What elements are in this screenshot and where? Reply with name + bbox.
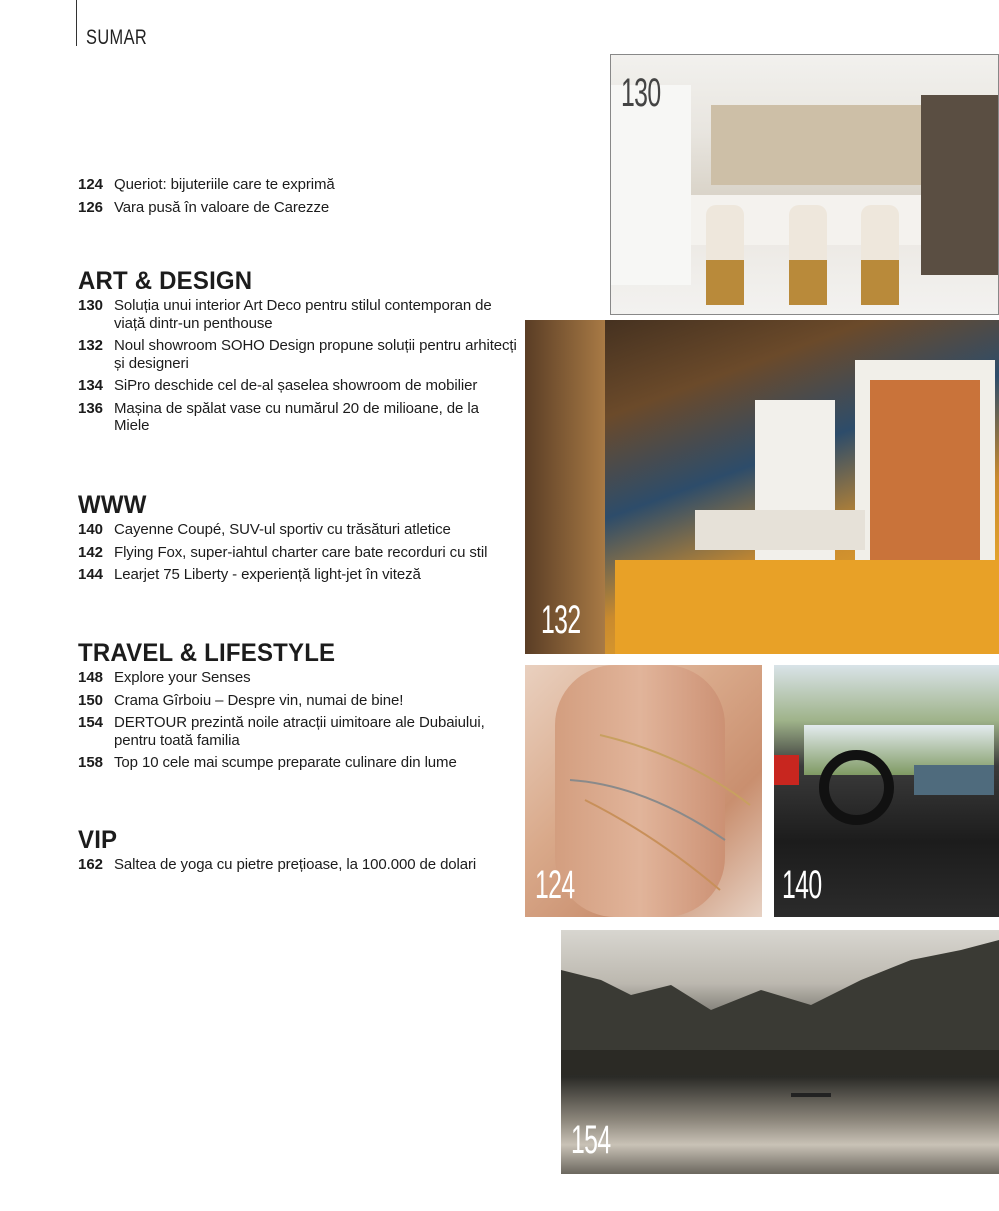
section-title: WWW bbox=[78, 491, 147, 519]
section-title: VIP bbox=[78, 826, 118, 854]
mountains bbox=[561, 930, 999, 1174]
floor bbox=[615, 560, 999, 654]
entry-title: Mașina de spălat vase cu numărul 20 de milioane, de la Miele bbox=[114, 399, 479, 434]
entry-title: DERTOUR prezintă noile atracții uimitoare ale Dubaiului, pentru toată familia bbox=[114, 714, 485, 749]
toc-entry[interactable] bbox=[78, 566, 518, 584]
entry-title: Top 10 cele mai scumpe preparate culinare din lume bbox=[114, 754, 457, 771]
page-number: 130 bbox=[78, 297, 104, 314]
niche-interior bbox=[870, 380, 980, 565]
section-www bbox=[78, 491, 518, 589]
toc-entry[interactable] bbox=[78, 377, 518, 395]
page-number: 126 bbox=[78, 198, 104, 216]
page-number: 158 bbox=[78, 754, 104, 771]
photo-page-number: 154 bbox=[571, 1118, 611, 1162]
toc-entry[interactable] bbox=[78, 692, 518, 710]
entry-title: Explore your Senses bbox=[114, 669, 251, 686]
car-interior-photo[interactable] bbox=[774, 665, 999, 917]
page-number: 134 bbox=[78, 377, 104, 394]
page-number: 144 bbox=[78, 566, 104, 583]
section-art-design bbox=[78, 267, 518, 440]
infotainment-screen bbox=[914, 765, 994, 795]
page-number: 142 bbox=[78, 543, 104, 561]
showroom-photo[interactable] bbox=[525, 320, 999, 654]
page-number: 148 bbox=[78, 669, 104, 686]
window-curtain bbox=[611, 85, 691, 285]
page-number: 124 bbox=[78, 176, 104, 193]
page-number: 132 bbox=[78, 337, 104, 354]
section-title: TRAVEL & LIFESTYLE bbox=[78, 639, 336, 667]
toc-entry[interactable] bbox=[78, 176, 518, 194]
toc-entry[interactable] bbox=[78, 199, 518, 217]
toc-entry[interactable] bbox=[78, 400, 518, 435]
photo-page-number: 130 bbox=[621, 71, 661, 115]
kitchen-cabinets bbox=[711, 105, 941, 185]
page-number: 154 bbox=[78, 714, 104, 731]
steering-wheel bbox=[819, 750, 894, 825]
entry-title: SiPro deschide cel de-al șaselea showroom de mobilier bbox=[114, 377, 478, 394]
section-vip bbox=[78, 826, 518, 879]
boat bbox=[791, 1093, 831, 1097]
toc-entry[interactable] bbox=[78, 669, 518, 687]
entry-title: Soluția unui interior Art Deco pentru stilul contemporan de viață dintr-un penthouse bbox=[114, 297, 492, 332]
photo-page-number: 140 bbox=[782, 863, 822, 907]
red-exterior bbox=[774, 755, 799, 785]
intro-list bbox=[78, 176, 518, 221]
section-travel-lifestyle bbox=[78, 639, 518, 777]
bar-stool bbox=[789, 205, 827, 305]
toc-entry[interactable] bbox=[78, 544, 518, 562]
header-rule bbox=[76, 0, 77, 46]
photo-page-number: 132 bbox=[541, 598, 581, 642]
entry-title: Queriot: bijuteriile care te exprimă bbox=[114, 176, 335, 193]
entry-title: Learjet 75 Liberty - experiență light-jet în viteză bbox=[114, 566, 421, 583]
bar-stool bbox=[861, 205, 899, 305]
entry-title: Noul showroom SOHO Design propune soluții pentru arhitecți și designeri bbox=[114, 337, 517, 372]
display-table bbox=[695, 510, 865, 550]
page-number: 136 bbox=[78, 399, 104, 417]
toc-entry[interactable] bbox=[78, 297, 518, 332]
photo-page-number: 124 bbox=[535, 863, 575, 907]
entry-title: Saltea de yoga cu pietre prețioase, la 100.000 de dolari bbox=[114, 856, 477, 873]
toc-entry[interactable] bbox=[78, 521, 518, 539]
bar-stool bbox=[706, 205, 744, 305]
bracelet-photo[interactable] bbox=[525, 665, 762, 917]
entry-title: Flying Fox, super-iahtul charter care bate recorduri cu stil bbox=[114, 543, 488, 561]
entry-title: Cayenne Coupé, SUV-ul sportiv cu trăsături atletice bbox=[114, 521, 451, 538]
toc-entry[interactable] bbox=[78, 714, 518, 749]
kitchen-tall-cabinet bbox=[921, 95, 999, 275]
toc-entry[interactable] bbox=[78, 856, 518, 874]
section-title: ART & DESIGN bbox=[78, 267, 253, 295]
page-title: SUMAR bbox=[86, 26, 148, 49]
page-number: 150 bbox=[78, 691, 104, 709]
toc-entry[interactable] bbox=[78, 337, 518, 372]
entry-title: Vara pusă în valoare de Carezze bbox=[114, 198, 330, 216]
toc-entry[interactable] bbox=[78, 754, 518, 772]
page-number: 162 bbox=[78, 856, 104, 873]
entry-title: Crama Gîrboiu – Despre vin, numai de bine! bbox=[114, 691, 404, 709]
lake-photo[interactable] bbox=[561, 930, 999, 1174]
page-number: 140 bbox=[78, 521, 104, 538]
kitchen-photo[interactable] bbox=[610, 54, 999, 315]
